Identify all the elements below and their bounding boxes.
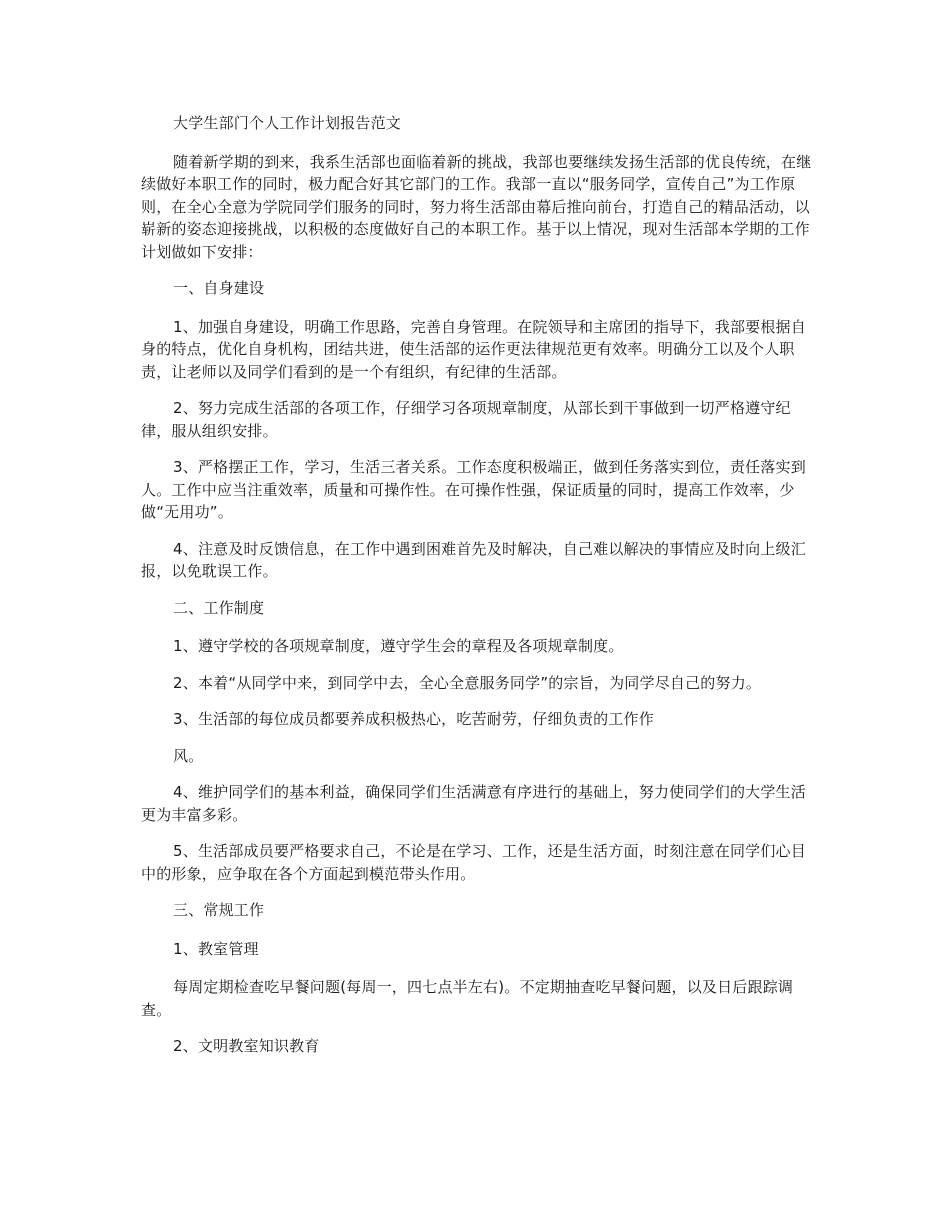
section-heading-routine-work: 三、常规工作 <box>173 901 265 919</box>
paragraph-self-building-1: 1、加强自身建设，明确工作思路，完善自身管理。在院领导和主席团的指导下，我部要根据自身的特点，优化自身机构，团结共进，使生活部的运作更法律规范更有效率。明确分工以及个人职责，让老师以及同学们看到的是一个有组织，有纪律的生活部。 <box>141 317 806 381</box>
document-title: 大学生部门个人工作计划报告范文 <box>173 114 402 132</box>
paragraph-self-building-3: 3、严格摆正工作，学习，生活三者关系。工作态度积极端正，做到任务落实到位，责任落实到人。工作中应当注重效率，质量和可操作性。在可操作性强，保证质量的同时，提高工作效率，少做“无用功”。 <box>141 458 806 521</box>
subheading-classroom-management: 1、教室管理 <box>173 939 259 958</box>
section-heading-self-building: 一、自身建设 <box>173 279 265 297</box>
paragraph-work-rules-3-continued: 风。 <box>173 746 204 765</box>
paragraph-self-building-2: 2、努力完成生活部的各项工作，仔细学习各项规章制度，从部长到干事做到一切严格遵守纪律，服从组织安排。 <box>141 399 791 440</box>
paragraph-work-rules-4: 4、维护同学们的基本利益，确保同学们生活满意有序进行的基础上，努力使同学们的大学生活更为丰富多彩。 <box>141 783 806 824</box>
paragraph-work-rules-5: 5、生活部成员要严格要求自己，不论是在学习、工作，还是生活方面，时刻注意在同学们心目中的形象，应争取在各个方面起到模范带头作用。 <box>141 842 806 883</box>
paragraph-breakfast-check: 每周定期检查吃早餐问题(每周一，四七点半左右)。不定期抽查吃早餐问题，以及日后跟踪调查。 <box>141 978 794 1019</box>
section-heading-work-rules: 二、工作制度 <box>173 598 265 617</box>
subheading-classroom-etiquette: 2、文明教室知识教育 <box>173 1037 320 1055</box>
document-body <box>141 112 817 1072</box>
paragraph-self-building-4: 4、注意及时反馈信息，在工作中遇到困难首先及时解决，自己难以解决的事情应及时向上级汇报，以免耽误工作。 <box>141 539 806 580</box>
intro-paragraph: 随着新学期的到来，我系生活部也面临着新的挑战，我部也要继续发扬生活部的优良传统，在继续做好本职工作的同时，极力配合好其它部门的工作。我部一直以“服务同学，宣传自己”为工作原则，在全心全意为学院同学们服务的同时，努力将生活部由幕后推向前台，打造自己的精品活动，以崭新的姿态迎接挑战，以积极的态度做好自己的本职工作。基于以上情况，现对生活部本学期的工作计划做如下安排： <box>141 152 812 261</box>
paragraph-work-rules-2: 2、本着“从同学中来，到同学中去，全心全意服务同学”的宗旨，为同学尽自己的努力。 <box>173 673 762 692</box>
paragraph-work-rules-3: 3、生活部的每位成员都要养成积极热心，吃苦耐劳，仔细负责的工作作 <box>173 710 654 728</box>
paragraph-work-rules-1: 1、遵守学校的各项规章制度，遵守学生会的章程及各项规章制度。 <box>173 637 624 655</box>
